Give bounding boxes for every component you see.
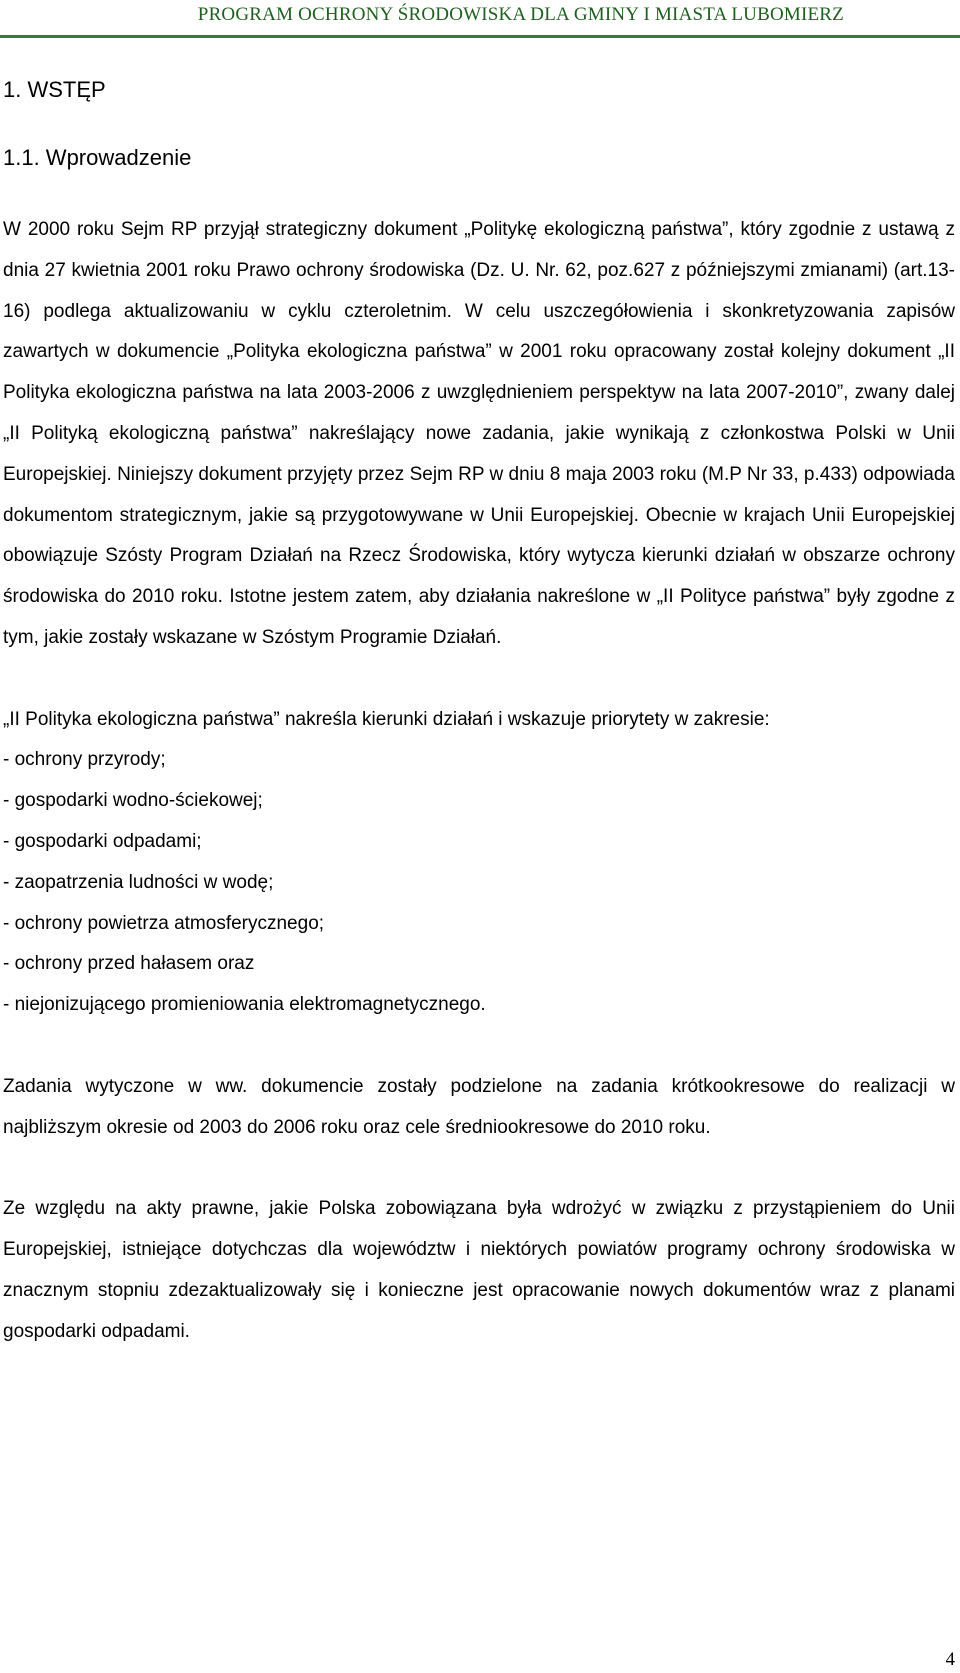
priority-list	[3, 740, 955, 1026]
list-item: - zaopatrzenia ludności w wodę;	[3, 863, 955, 904]
list-item: - ochrony przed hałasem oraz	[3, 944, 955, 985]
list-item: - niejonizującego promieniowania elektromagnetycznego.	[3, 985, 955, 1026]
header-divider	[0, 35, 960, 38]
list-item: - ochrony przyrody;	[3, 740, 955, 781]
list-item: - ochrony powietrza atmosferycznego;	[3, 904, 955, 945]
intro-paragraph: W 2000 roku Sejm RP przyjął strategiczny dokument „Politykę ekologiczną państwa”, który zgodnie z ustawą z dnia 27 kwietnia 2001 roku Prawo ochrony środowiska (Dz. U. Nr. 62, poz.627 z późniejszymi zmianami) (art.13-16) podlega aktualizowaniu w cyklu czteroletnim. W celu uszczegółowienia i skonkretyzowania zapisów zawartych w dokumencie „Polityka ekologiczna państwa” w 2001 roku opracowany został kolejny dokument „II Polityka ekologiczna państwa na lata 2003-2006 z uwzględnieniem perspektyw na lata 2007-2010”, zwany dalej „II Polityką ekologiczną państwa” nakreślający nowe zadania, jakie wynikają z członkostwa Polski w Unii Europejskiej. Niniejszy dokument przyjęty przez Sejm RP w dniu 8 maja 2003 roku (M.P Nr 33, p.433) odpowiada dokumentom strategicznym, jakie są przygotowywane w Unii Europejskiej. Obecnie w krajach Unii Europejskiej obowiązuje Szósty Program Działań na Rzecz Środowiska, który wytycza kierunki działań w obszarze ochrony środowiska do 2010 roku. Istotne jestem zatem, aby działania nakreślone w „II Polityce państwa” były zgodne z tym, jakie zostały wskazane w Szóstym Programie Działań.	[3, 219, 955, 648]
document-body	[3, 76, 955, 1352]
legal-paragraph: Ze względu na akty prawne, jakie Polska zobowiązana była wdrożyć w związku z przystąpieniem do Unii Europejskiej, istniejące dotychczas dla województw i niektórych powiatów programy ochrony środowiska w znacznym stopniu zdezaktualizowały się i konieczne jest opracowanie nowych dokumentów wraz z planami gospodarki odpadami.	[3, 1198, 955, 1342]
tasks-paragraph: Zadania wytyczone w ww. dokumencie zostały podzielone na zadania krótkookresowe do realizacji w najbliższym okresie od 2003 do 2006 roku oraz cele średniookresowe do 2010 roku.	[3, 1075, 955, 1138]
list-item: - gospodarki odpadami;	[3, 822, 955, 863]
priorities-intro-paragraph: „II Polityka ekologiczna państwa” nakreśla kierunki działań i wskazuje priorytety w zakresie:	[3, 708, 770, 730]
chapter-title: 1. WSTĘP	[3, 77, 106, 102]
section-title: 1.1. Wprowadzenie	[3, 145, 192, 170]
page-number: 4	[945, 1649, 955, 1670]
list-item: - gospodarki wodno-ściekowej;	[3, 781, 955, 822]
page-header	[0, 4, 960, 36]
header-title: PROGRAM OCHRONY ŚRODOWISKA DLA GMINY I MIASTA LUBOMIERZ	[197, 4, 844, 25]
